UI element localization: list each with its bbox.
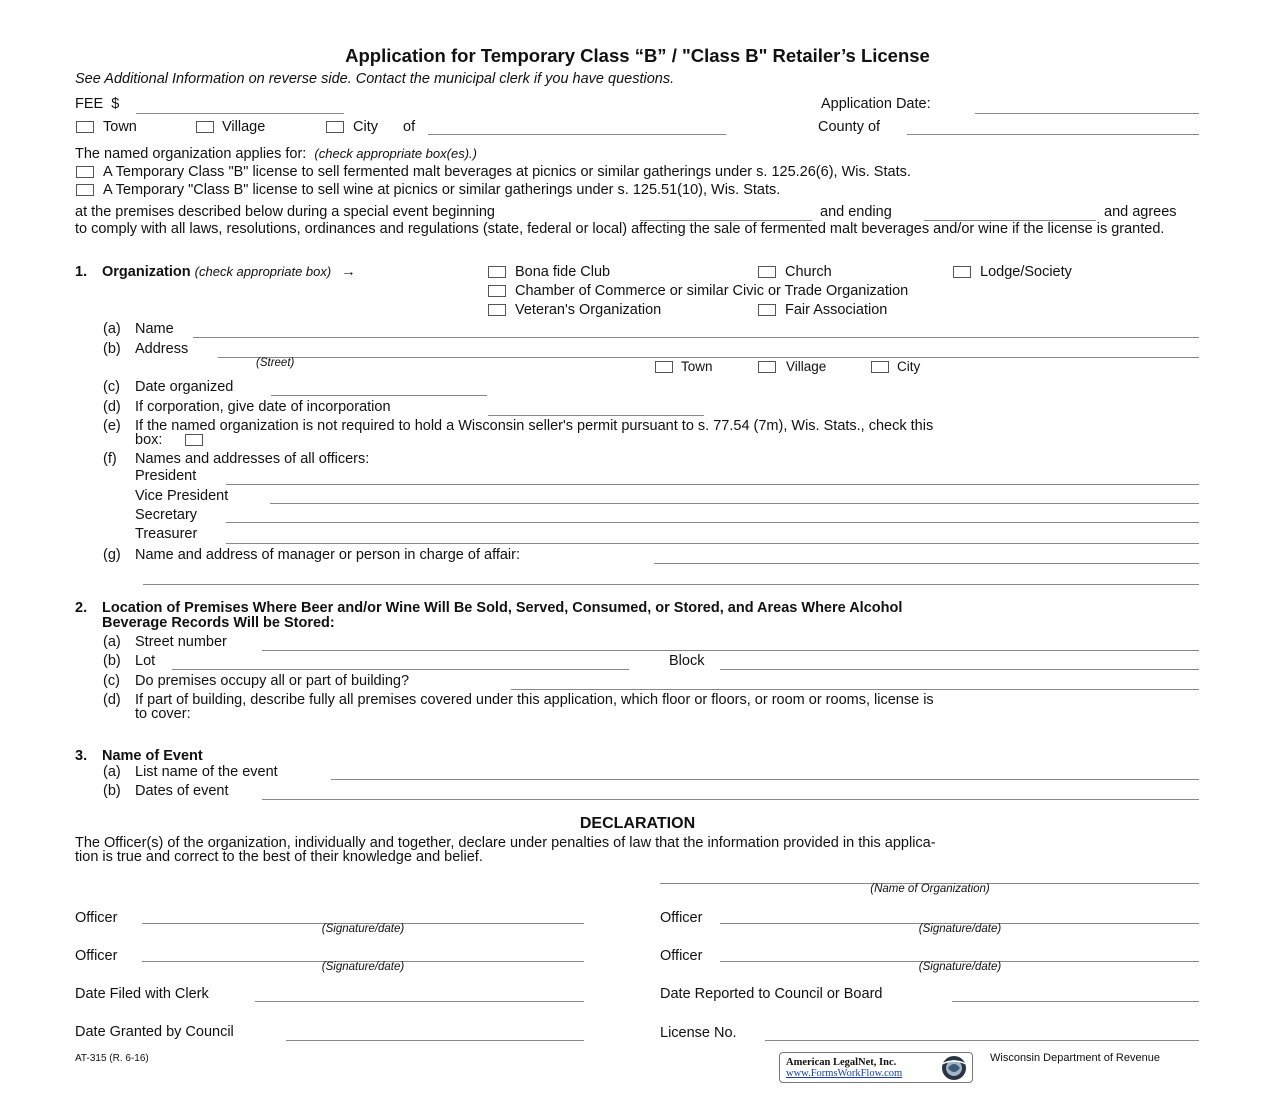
event-name-input[interactable]: [331, 779, 1199, 780]
org-name-input[interactable]: [193, 337, 1199, 338]
org-address-input[interactable]: [218, 357, 1199, 358]
address-city-checkbox[interactable]: [871, 361, 889, 373]
seller-permit-checkbox[interactable]: [185, 434, 203, 446]
manager-input-line2[interactable]: [143, 584, 1199, 585]
section2-title: Location of Premises Where Beer and/or Wine Will Be Sold, Served, Consumed, or Stored, and Areas Where Alcohol: [102, 600, 903, 616]
date-organized-label: Date organized: [135, 379, 234, 395]
application-date-label: Application Date:: [821, 96, 931, 112]
county-input[interactable]: [907, 134, 1199, 135]
treasurer-input[interactable]: [226, 543, 1199, 544]
declaration-text: The Officer(s) of the organization, individually and together, declare under penalties of law that the information provided in this applica-: [75, 835, 936, 851]
item-g-marker: (g): [103, 547, 121, 563]
s2-item-c-marker: (c): [103, 673, 120, 689]
applies-intro: The named organization applies for: (check appropriate box(es).): [75, 146, 477, 162]
president-input[interactable]: [226, 484, 1199, 485]
declaration-title: DECLARATION: [579, 815, 696, 832]
item-e-marker: (e): [103, 418, 121, 434]
sig-caption-1: (Signature/date): [321, 923, 405, 935]
bona-fide-club-label: Bona fide Club: [515, 264, 611, 280]
address-city-label: City: [897, 359, 921, 374]
incorporation-date-input[interactable]: [488, 415, 704, 416]
address-town-label: Town: [681, 359, 713, 374]
department-name: Wisconsin Department of Revenue: [990, 1052, 1160, 1064]
logo-url[interactable]: www.FormsWorkFlow.com: [786, 1068, 903, 1079]
church-checkbox[interactable]: [758, 266, 776, 278]
section2-title-cont: Beverage Records Will be Stored:: [102, 615, 335, 631]
officers-heading: Names and addresses of all officers:: [135, 451, 370, 467]
address-village-label: Village: [786, 359, 827, 374]
item-b-marker: (b): [103, 341, 121, 357]
date-filed-label: Date Filed with Clerk: [75, 986, 209, 1002]
incorporation-label: If corporation, give date of incorporation: [135, 399, 391, 415]
date-granted-label: Date Granted by Council: [75, 1024, 234, 1040]
section1-number: 1.: [75, 264, 88, 280]
application-date-input[interactable]: [975, 113, 1199, 114]
and-ending-label: and ending: [820, 204, 892, 220]
event-dates-input[interactable]: [262, 799, 1199, 800]
wine-license-checkbox[interactable]: [76, 184, 94, 196]
address-village-checkbox[interactable]: [758, 361, 776, 373]
town-checkbox[interactable]: [76, 121, 94, 133]
globe-icon: [938, 1054, 970, 1082]
town-label: Town: [103, 119, 137, 135]
arrow-right-icon: →: [341, 264, 356, 280]
logo-company: American LegalNet, Inc.: [786, 1057, 897, 1068]
veterans-checkbox[interactable]: [488, 304, 506, 316]
lot-label: Lot: [135, 653, 156, 669]
item-c-marker: (c): [103, 379, 120, 395]
veterans-label: Veteran's Organization: [515, 302, 662, 318]
s3-item-b-marker: (b): [103, 783, 121, 799]
bona-fide-club-checkbox[interactable]: [488, 266, 506, 278]
sig-caption-2: (Signature/date): [918, 923, 1002, 935]
municipality-input[interactable]: [428, 134, 726, 135]
officer-label-1: Officer: [75, 910, 118, 926]
event-dates-label: Dates of event: [135, 783, 229, 799]
form-id: AT-315 (R. 6-16): [75, 1053, 149, 1064]
date-filed-input[interactable]: [255, 1001, 584, 1002]
officer-label-4: Officer: [660, 948, 703, 964]
page-subtitle: See Additional Information on reverse side. Contact the municipal clerk if you have questions.: [75, 71, 675, 87]
date-organized-input[interactable]: [271, 395, 487, 396]
street-number-input[interactable]: [262, 650, 1199, 651]
section1-title: Organization (check appropriate box) →: [102, 264, 356, 280]
street-number-label: Street number: [135, 634, 227, 650]
street-caption: (Street): [256, 357, 295, 369]
seller-permit-box-label: box:: [135, 432, 163, 448]
premises-text-rest: to comply with all laws, resolutions, ordinances and regulations (state, federal or local) affecting the sale of fermented malt beverages and/or wine if the license is granted.: [75, 221, 1165, 237]
section3-number: 3.: [75, 748, 88, 764]
city-label: City: [353, 119, 378, 135]
address-town-checkbox[interactable]: [655, 361, 673, 373]
malt-license-checkbox[interactable]: [76, 166, 94, 178]
license-no-label: License No.: [660, 1025, 737, 1041]
date-reported-input[interactable]: [952, 1001, 1199, 1002]
fair-association-label: Fair Association: [785, 302, 888, 318]
premises-text: at the premises described below during a special event beginning: [75, 204, 495, 220]
block-label: Block: [669, 653, 705, 669]
city-checkbox[interactable]: [326, 121, 344, 133]
sig-caption-4: (Signature/date): [918, 961, 1002, 973]
item-f-marker: (f): [103, 451, 117, 467]
vice-president-input[interactable]: [270, 503, 1199, 504]
malt-license-label: A Temporary Class "B" license to sell fermented malt beverages at picnics or similar gatherings under s. 125.26(6), Wis. Stats.: [103, 164, 911, 180]
fair-association-checkbox[interactable]: [758, 304, 776, 316]
s2-item-b-marker: (b): [103, 653, 121, 669]
section3-title: Name of Event: [102, 748, 203, 764]
s3-item-a-marker: (a): [103, 764, 121, 780]
lot-input[interactable]: [172, 669, 629, 670]
date-granted-input[interactable]: [286, 1040, 584, 1041]
lodge-society-checkbox[interactable]: [953, 266, 971, 278]
license-no-input[interactable]: [765, 1040, 1199, 1041]
fee-label: FEE $: [75, 96, 120, 112]
chamber-checkbox[interactable]: [488, 285, 506, 297]
village-label: Village: [222, 119, 266, 135]
chamber-label: Chamber of Commerce or similar Civic or Trade Organization: [515, 283, 909, 299]
block-input[interactable]: [720, 669, 1199, 670]
secretary-label: Secretary: [135, 507, 198, 523]
occupy-label: Do premises occupy all or part of building?: [135, 673, 410, 689]
lodge-society-label: Lodge/Society: [980, 264, 1072, 280]
wine-license-label: A Temporary "Class B" license to sell wine at picnics or similar gatherings under s. 125.51(10), Wis. Stats.: [103, 182, 781, 198]
s2-item-d-marker: (d): [103, 692, 121, 708]
item-d-marker: (d): [103, 399, 121, 415]
event-name-label: List name of the event: [135, 764, 278, 780]
building-part-text: If part of building, describe fully all premises covered under this application, which floor or floors, or room or rooms, license is: [135, 692, 934, 708]
section2-number: 2.: [75, 600, 88, 616]
occupy-input[interactable]: [511, 689, 1199, 690]
fee-input[interactable]: [136, 113, 344, 114]
and-agrees-label: and agrees: [1104, 204, 1177, 220]
secretary-input[interactable]: [226, 522, 1199, 523]
seller-permit-text: If the named organization is not required to hold a Wisconsin seller's permit pursuant to s. 77.54 (7m), Wis. Stats., check this: [135, 418, 934, 434]
s2-item-a-marker: (a): [103, 634, 121, 650]
declaration-text-cont: tion is true and correct to the best of their knowledge and belief.: [75, 849, 483, 865]
treasurer-label: Treasurer: [135, 526, 198, 542]
vice-president-label: Vice President: [135, 488, 229, 504]
date-reported-label: Date Reported to Council or Board: [660, 986, 883, 1002]
sig-caption-3: (Signature/date): [321, 961, 405, 973]
officer-label-3: Officer: [75, 948, 118, 964]
church-label: Church: [785, 264, 832, 280]
county-label: County of: [818, 119, 881, 135]
item-a-marker: (a): [103, 321, 121, 337]
org-address-label: Address: [135, 341, 189, 357]
org-name-label: Name: [135, 321, 174, 337]
building-part-text-cont: to cover:: [135, 706, 191, 722]
page-title: Application for Temporary Class “B” / "Class B" Retailer’s License: [345, 45, 930, 66]
officer-label-2: Officer: [660, 910, 703, 926]
american-legalnet-logo[interactable]: [779, 1052, 973, 1083]
manager-label: Name and address of manager or person in charge of affair:: [135, 547, 521, 563]
manager-input[interactable]: [654, 563, 1199, 564]
of-label: of: [403, 119, 416, 135]
org-name-caption: (Name of Organization): [870, 883, 990, 895]
village-checkbox[interactable]: [196, 121, 214, 133]
president-label: President: [135, 468, 197, 484]
